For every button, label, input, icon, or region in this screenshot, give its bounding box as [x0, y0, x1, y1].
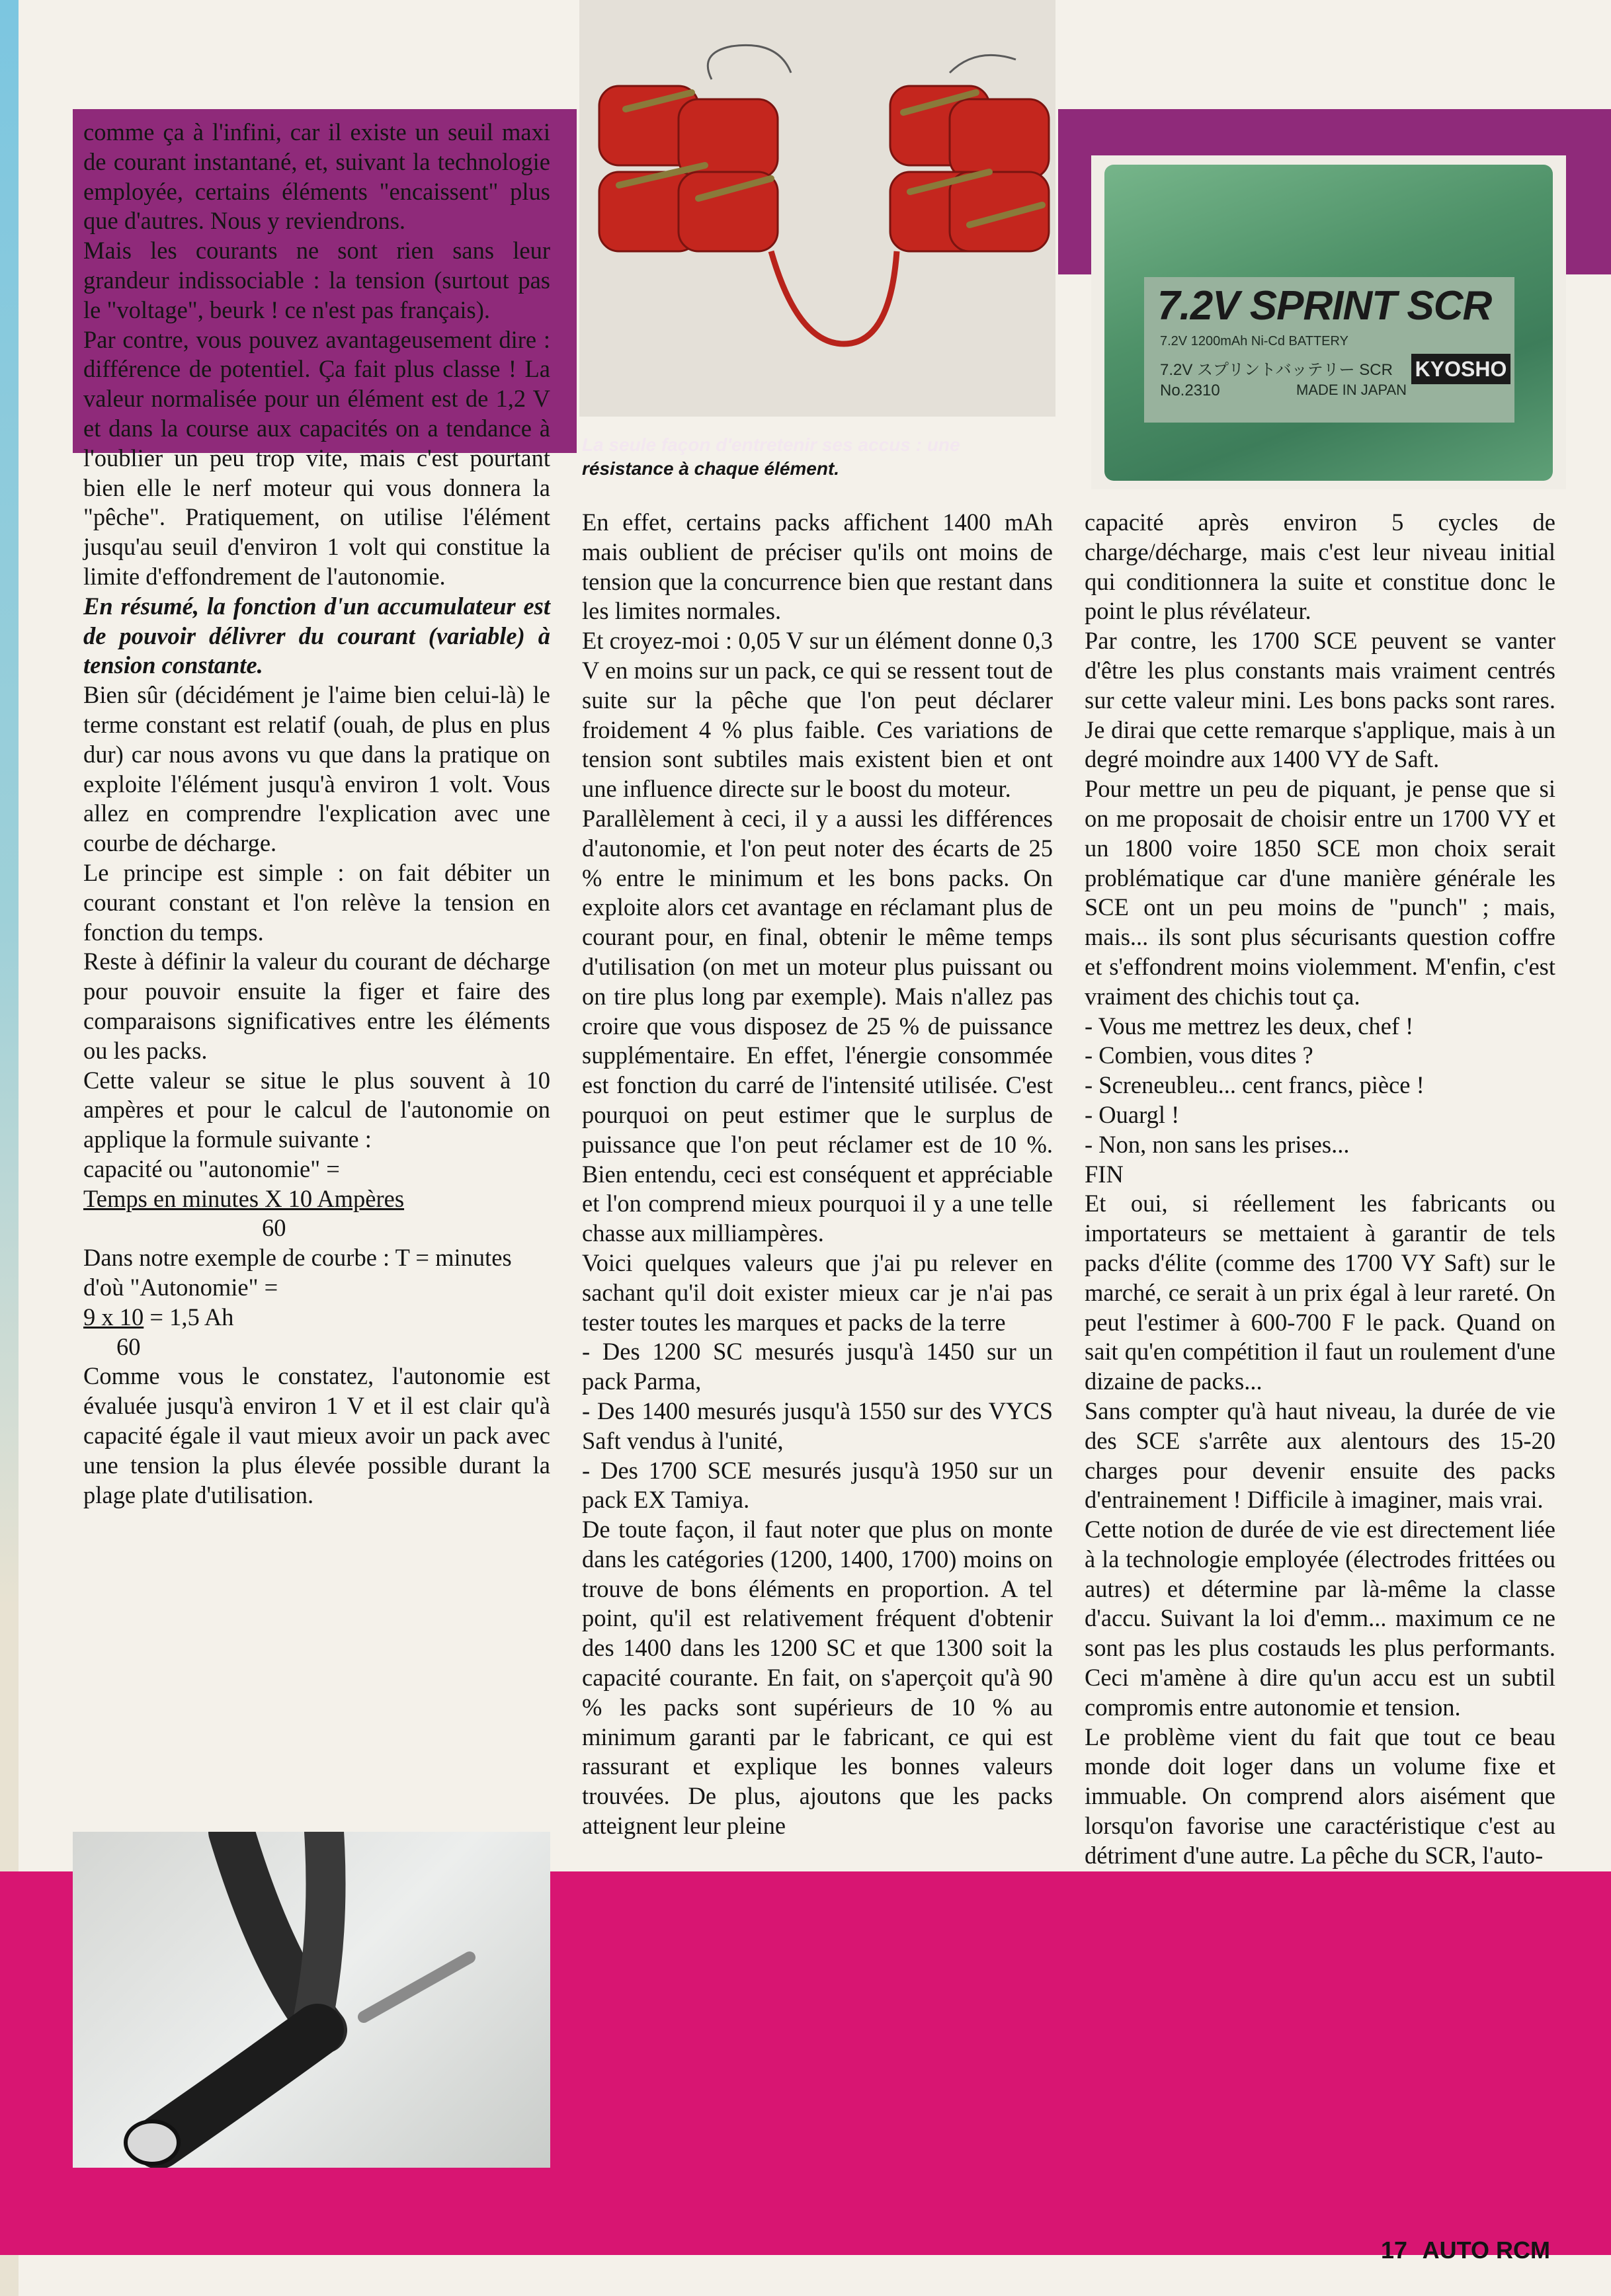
- paragraph: Le problème vient du fait que tout ce beau monde doit loger dans un volume fixe et immuable. On comprend alors aisément que lorsqu'on favorise une caractéristique c'est au détriment d'une autre. La pêche du SCR, l'auto-: [1085, 1723, 1555, 1869]
- caption-line-1: La seule façon d'entretenir ses accus : une: [582, 434, 960, 455]
- battery-label: [1144, 277, 1514, 423]
- battery-spec: 7.2V 1200mAh Ni-Cd BATTERY: [1160, 334, 1348, 348]
- paragraph: Voici quelques valeurs que j'ai pu relever en sachant qu'il doit exister mieux car je n'ai pas tester toutes les marques et packs de la terre: [582, 1249, 1053, 1336]
- formula-line: capacité ou "autonomie" =: [83, 1155, 340, 1182]
- battery-spec-jp: 7.2V スプリントバッテリー SCR: [1160, 361, 1393, 379]
- cable-illustration: [73, 1832, 550, 2168]
- dialogue-line: - Ouargl !: [1085, 1100, 1180, 1128]
- formula-denominator: 60: [262, 1214, 286, 1242]
- formula-numerator: Temps en minutes X 10 Ampères: [83, 1184, 405, 1212]
- page-footer: [1381, 2236, 1550, 2264]
- paragraph: Par contre, les 1700 SCE peuvent se vanter d'être les plus constants mais vraiment centrés sur cette valeur mini. Les bons packs sont rares. Je dirai que cette remarque s'applique, mais à un degré moindre aux 1400 VY de Saft.: [1085, 627, 1555, 773]
- battery-pack-photo: [1091, 155, 1566, 489]
- list-item: - Des 1700 SCE mesurés jusqu'à 1950 sur un pack EX Tamiya.: [582, 1456, 1053, 1514]
- paragraph: Cette valeur se situe le plus souvent à 10 ampères et pour le calcul de l'autonomie on applique la formule suivante :: [83, 1066, 550, 1153]
- dialogue-line: - Vous me mettrez les deux, chef !: [1085, 1012, 1414, 1040]
- paragraph: Reste à définir la valeur du courant de décharge pour pouvoir ensuite la figer et faire des comparaisons significatives entre les éléments ou les packs.: [83, 948, 550, 1064]
- list-item: - Des 1400 mesurés jusqu'à 1550 sur des VYCS Saft vendus à l'unité,: [582, 1397, 1053, 1454]
- battery-title: 7.2V SPRINT SCR: [1157, 283, 1492, 329]
- list-item: - Des 1200 SC mesurés jusqu'à 1450 sur un pack Parma,: [582, 1338, 1053, 1395]
- formula-result: = 1,5 Ah: [149, 1303, 234, 1331]
- paragraph: Cette notion de durée de vie est directement liée à la technologie employée (électrodes frittées ou autres) et détermine par là-même la classe d'accu. Suivant la loi d'emm... maximum ce ne sont pas les plus costauds les plus performants. Ceci m'amène à dire qu'un accu est un subtil compromis entre autonomie et tension.: [1085, 1516, 1555, 1721]
- dialogue-line: - Combien, vous dites ?: [1085, 1042, 1313, 1069]
- paragraph: Comme vous le constatez, l'autonomie est évaluée jusqu'à environ 1 V et il est clair qu'à capacité égale il vaut mieux avoir un pack avec une tension la plus élevée possible durant la plage plate d'utilisation.: [83, 1362, 550, 1508]
- paragraph: Mais les courants ne sont rien sans leur grandeur indissociable : la tension (surtout pas le "voltage", beurk ! ce n'est pas français).: [83, 237, 550, 323]
- paragraph: comme ça à l'infini, car il existe un seuil maxi de courant instantané, et, suivant la technologie employée, certains éléments "encaissent" plus que d'autres. Nous y reviendrons.: [83, 118, 550, 235]
- paragraph: De toute façon, il faut noter que plus on monte dans les catégories (1200, 1400, 1700) moins on trouve de bons éléments en proportion. A tel point, qu'il est relativement fréquent d'obtenir des 1400 dans les 1200 SC et que 1300 soit la capacité courante. En fait, on s'aperçoit qu'à 90 % les packs sont supérieurs de 10 % au minimum garanti par le fabricant, ce qui est rassurant et explique les bonnes valeurs trouvées. De plus, ajoutons que les packs atteignent leur pleine: [582, 1516, 1053, 1840]
- formula-numerator-2: 9 x 10: [83, 1303, 144, 1331]
- text-column-1: [83, 118, 550, 1510]
- text-column-2: [582, 508, 1053, 1841]
- battery-number: No.2310: [1160, 382, 1220, 399]
- battery-brand-logo: KYOSHO: [1411, 354, 1510, 384]
- magazine-name: AUTO RCM: [1422, 2236, 1550, 2264]
- paragraph: capacité après environ 5 cycles de charge/décharge, mais c'est leur niveau initial qui conditionnera la suite et constitue donc le point le plus révélateur.: [1085, 509, 1555, 625]
- cells-illustration: [579, 0, 1055, 417]
- battery-made-in: MADE IN JAPAN: [1296, 382, 1407, 398]
- page-number: 17: [1380, 2236, 1407, 2264]
- paragraph: Et oui, si réellement les fabricants ou importateurs se mettaient à garantir de tels packs d'élite (comme des 1700 VY Saft) sur le marché, ce serait à un prix égal à leur rareté. On peut l'estimer à 600-700 F le pack. Quand on sait qu'en compétition il faut un roulement d'une dizaine de packs...: [1085, 1190, 1555, 1395]
- dialogue-line: - Non, non sans les prises...: [1085, 1130, 1350, 1158]
- cells-with-resistors-photo: [579, 0, 1055, 417]
- formula: [83, 1155, 550, 1362]
- dialogue-line: - Screneubleu... cent francs, pièce !: [1085, 1071, 1425, 1099]
- end-marker: FIN: [1085, 1160, 1124, 1188]
- summary-paragraph: En résumé, la fonction d'un accumulateur est de pouvoir délivrer du courant (variable) à tension constante.: [83, 592, 550, 679]
- paragraph: Et croyez-moi : 0,05 V sur un élément donne 0,3 V en moins sur un pack, ce qui se ressent tout de suite sur la pêche que l'on peut déclarer froidement 4 % plus faible. Ces variations de tension sont subtiles mais existent bien et ont une influence directe sur le boost du moteur.: [582, 627, 1053, 803]
- battery-body: [1104, 165, 1553, 481]
- paragraph: Sans compter qu'à haut niveau, la durée de vie des SCE s'arrête aux alentours des 15-20 charges pour devenir ensuite des packs d'entrainement ! Difficile à imaginer, mais vrai.: [1085, 1397, 1555, 1514]
- text-column-3: [1085, 508, 1555, 1871]
- paragraph: Par contre, vous pouvez avantageusement dire : différence de potentiel. Ça fait plus classe ! La valeur normalisée pour un élément est de 1,2 V et dans la course aux capacités on a tendance à l'oublier un peu trop vite, mais c'est pourtant bien elle le nerf moteur qui vous donnera la "pêche". Pratiquement, on utilise l'élément jusqu'au seuil d'environ 1 volt qui constitue la limite d'effondrement de l'autonomie.: [83, 325, 550, 590]
- paragraph: Le principe est simple : on fait débiter un courant constant et l'on relève la tension en fonction du temps.: [83, 858, 550, 946]
- paragraph: Parallèlement à ceci, il y a aussi les différences d'autonomie, et l'on peut noter des écarts de 25 % entre le minimum et les bons packs. On exploite alors cet avantage en réclamant plus de courant pour, en final, obtenir le même temps d'utilisation (on met un moteur plus puissant ou on tire plus long par exemple). Mais n'allez pas croire que vous disposez de 25 % de puissance supplémentaire. En effet, l'énergie consommée est fonction du carré de l'intensité utilisée. C'est pourquoi on peut estimer que le surplus de puissance que l'on peut réclamer est de 10 %. Bien entendu, ceci est conséquent et appréciable et l'on comprend mieux pourquoi il y a une telle chasse aux milliampères.: [582, 804, 1053, 1247]
- caption-line-2: résistance à chaque élément.: [582, 458, 840, 479]
- paragraph: En effet, certains packs affichent 1400 mAh mais oublient de préciser qu'ils ont moins de tension que la concurrence bien que restant dans les limites normales.: [582, 509, 1053, 625]
- formula-example: Dans notre exemple de courbe : T = minutes d'où "Autonomie" =: [83, 1244, 512, 1301]
- formula-denominator-2: 60: [116, 1332, 141, 1360]
- photo-caption: [582, 433, 1058, 481]
- paragraph: Bien sûr (décidément je l'aime bien celui-là) le terme constant est relatif (ouah, de plus en plus dur) car nous avons vu que dans la pratique on exploite l'élément jusqu'à environ 1 volt. Vous allez en comprendre l'explication avec une courbe de décharge.: [83, 681, 550, 857]
- cable-connector-photo: [73, 1832, 550, 2168]
- paragraph: Pour mettre un peu de piquant, je pense que si on me proposait de choisir entre un 1700 VY et un 1800 voire 1850 SCE mon choix serait problématique car d'une manière générale les SCE ont un peu moins de "punch" ; mais, mais... ils sont plus sécurisants question coffre et s'effondrent moins violemment. M'enfin, c'est vraiment des chichis tout ça.: [1085, 775, 1555, 1010]
